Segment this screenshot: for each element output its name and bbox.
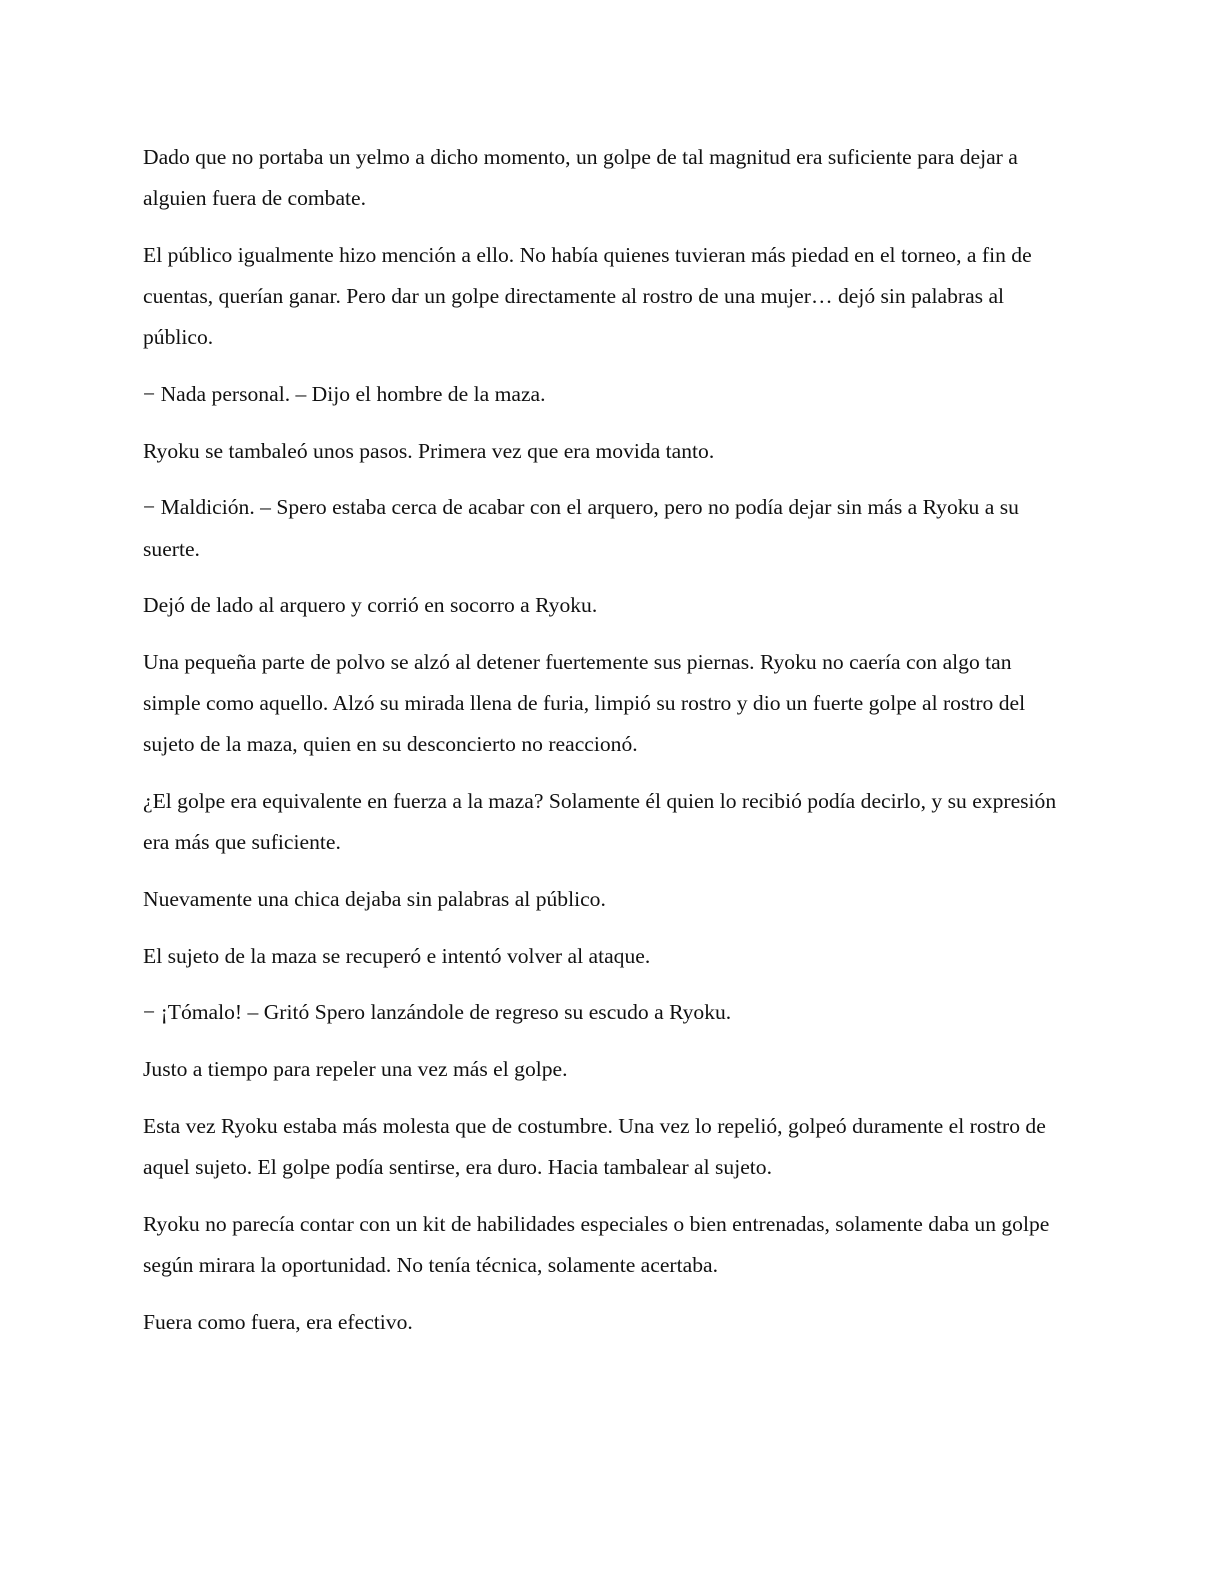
paragraph: Dado que no portaba un yelmo a dicho momento, un golpe de tal magnitud era suficiente para dejar a alguien fuera de combate.	[143, 145, 1018, 211]
paragraph: Ryoku no parecía contar con un kit de habilidades especiales o bien entrenadas, solamente daba un golpe según mirara la oportunidad. No tenía técnica, solamente acertaba.	[143, 1211, 1050, 1277]
paragraph: Dejó de lado al arquero y corrió en socorro a Ryoku.	[143, 593, 598, 618]
paragraph: Fuera como fuera, era efectivo.	[143, 1309, 413, 1334]
paragraph: Justo a tiempo para repeler una vez más el golpe.	[143, 1057, 568, 1082]
paragraph: El público igualmente hizo mención a ello. No había quienes tuvieran más piedad en el torneo, a fin de cuentas, querían ganar. Pero dar un golpe directamente al rostro de una mujer… dejó sin palabras al público.	[143, 242, 1032, 350]
paragraph: Nuevamente una chica dejaba sin palabras al público.	[143, 887, 606, 912]
paragraph: Esta vez Ryoku estaba más molesta que de costumbre. Una vez lo repelió, golpeó duramente el rostro de aquel sujeto. El golpe podía sentirse, era duro. Hacia tambalear al sujeto.	[143, 1113, 1046, 1180]
paragraph: Ryoku se tambaleó unos pasos. Primera vez que era movida tanto.	[143, 438, 715, 463]
document-page	[143, 137, 1073, 1358]
paragraph: Una pequeña parte de polvo se alzó al detener fuertemente sus piernas. Ryoku no caería con algo tan simple como aquello. Alzó su mirada llena de furia, limpió su rostro y dio un fuerte golpe al rostro del sujeto de la maza, quien en su desconcierto no reaccionó.	[143, 650, 1026, 757]
dialogue-paragraph: − ¡Tómalo! – Gritó Spero lanzándole de regreso su escudo a Ryoku.	[143, 1000, 732, 1025]
dialogue-paragraph: − Maldición. – Spero estaba cerca de acabar con el arquero, pero no podía dejar sin más a Ryoku a su suerte.	[143, 495, 1019, 561]
paragraph: El sujeto de la maza se recuperó e intentó volver al ataque.	[143, 943, 651, 968]
paragraph: ¿El golpe era equivalente en fuerza a la maza? Solamente él quien lo recibió podía decirlo, y su expresión era más que suficiente.	[143, 789, 1057, 855]
dialogue-paragraph: − Nada personal. – Dijo el hombre de la maza.	[143, 382, 546, 407]
